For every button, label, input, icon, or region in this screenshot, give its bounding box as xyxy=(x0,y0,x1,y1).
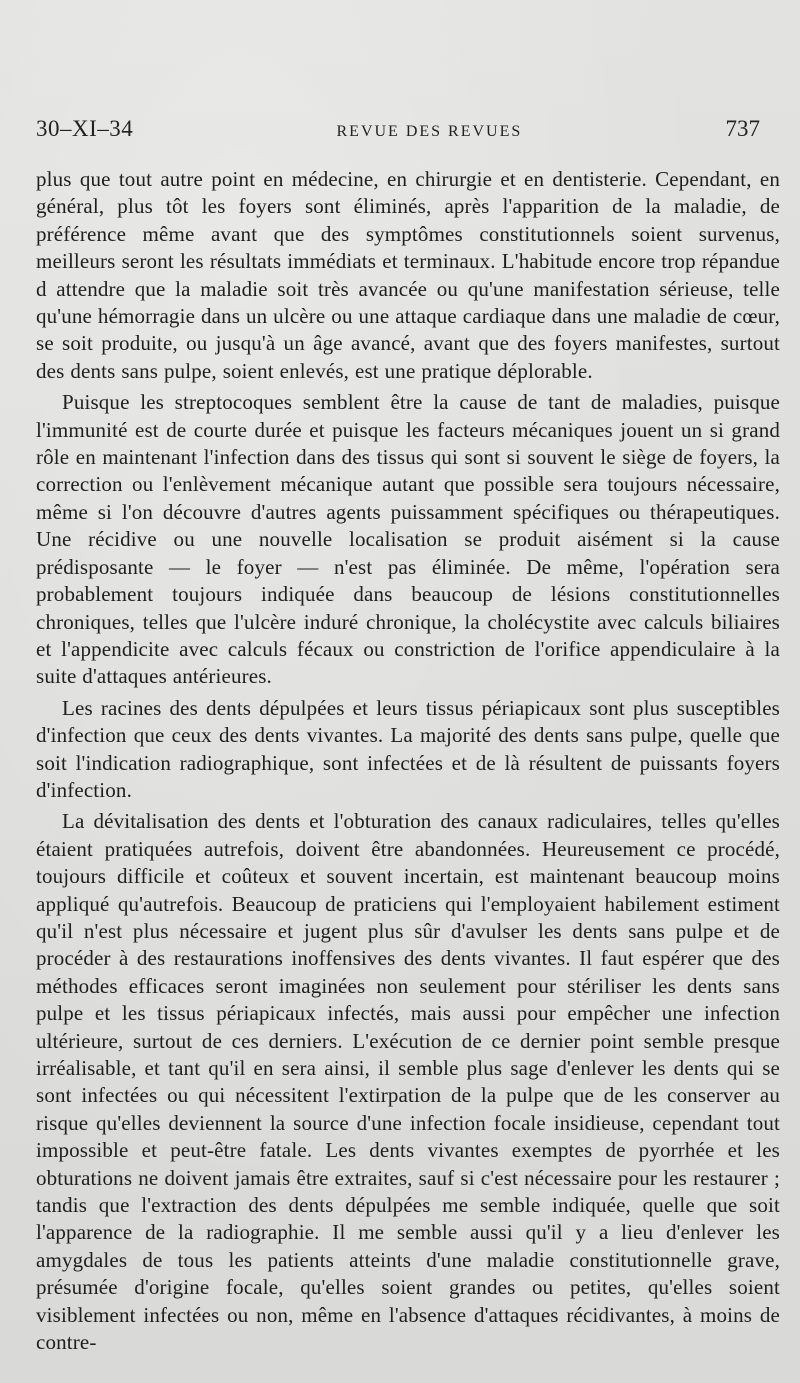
paragraph-3: Les racines des dents dépulpées et leurs tissus périapicaux sont plus susceptibles d'infection que ceux des dents vivantes. La majorité des dents sans pulpe, quelle que soit l'indication radiographique, sont infectées et de là résultent de puissants foyers d'infection. xyxy=(36,695,780,802)
header-journal-title: REVUE DES REVUES xyxy=(336,123,523,140)
paragraph-4: La dévitalisation des dents et l'obturation des canaux radiculaires, telles qu'elles étaient pratiquées autrefois, doivent être abandonnées. Heureusement ce procédé, toujours difficile et coûteux et souvent incertain, est maintenant beaucoup moins appliqué qu'autrefois. Beaucoup de praticiens qui l'employaient habilement estiment qu'il n'est plus nécessaire et jugent plus sûr d'avulser les dents sans pulpe et de procéder à des restaurations inoffensives des dents vivantes. Il faut espérer que des méthodes efficaces seront imaginées non seulement pour stériliser les dents sans pulpe et les tissus périapicaux infectés, mais aussi pour empêcher une infection ultérieure, surtout de ces derniers. L'exécution de ce dernier point semble presque irréalisable, et tant qu'il en sera ainsi, il semble plus sage d'enlever les dents qui se sont infectées ou qui nécessitent l'extirpation de la pulpe que de les conserver au risque qu'elles deviennent la source d'une infection focale insidieuse, cependant tout impossible et peut-être fatale. Les dents vivantes exemptes de pyorrhée et les obturations ne doivent jamais être extraites, sauf si c'est nécessaire pour les restaurer ; tandis que l'extraction des dents dépulpées me semble indiquée, quelle que soit l'apparence de la radiographie. Il me semble aussi qu'il y a lieu d'enlever les amygdales de tous les patients atteints d'une maladie constitutionnelle grave, présumée d'origine focale, qu'elles soient grandes ou petites, qu'elles soient visiblement infectées ou non, même en l'absence d'attaques récidivantes, à moins de contre- xyxy=(36,809,780,1355)
paragraph-2: Puisque les streptocoques semblent être la cause de tant de maladies, puisque l'immunité est de courte durée et puisque les facteurs mécaniques jouent un si grand rôle en maintenant l'infection dans des tissus qui sont si souvent le siège de foyers, la correction ou l'enlèvement mécanique autant que possible sera toujours nécessaire, même si l'on découvre d'autres agents puissamment spécifiques ou thérapeutiques. Une récidive ou une nouvelle localisation se produit aisément si la cause prédisposante — le foyer — n'est pas éliminée. De même, l'opération sera probablement toujours indiquée dans beaucoup de lésions constitutionnelles chroniques, telles que l'ulcère induré chronique, la cholécystite avec calculs biliaires et l'appendicite avec calculs fécaux ou constriction de l'orifice appendiculaire à la suite d'attaques antérieures. xyxy=(36,390,780,689)
page-number: 737 xyxy=(725,116,760,141)
running-head xyxy=(36,116,760,146)
header-date: 30–XI–34 xyxy=(36,116,134,141)
paragraph-1: plus que tout autre point en médecine, en chirurgie et en dentisterie. Cependant, en général, plus tôt les foyers sont éliminés, après l'apparition de la maladie, de préférence même avant que des symptômes constitutionnels soient survenus, meilleurs seront les résultats immédiats et terminaux. L'habitude encore trop répandue d attendre que la maladie soit très avancée ou qu'une manifestation sérieuse, telle qu'une hémorragie dans un ulcère ou une attaque cardiaque dans une maladie de cœur, se soit produite, ou jusqu'à un âge avancé, avant que des foyers manifestes, surtout des dents sans pulpe, soient enlevés, est une pratique déplorable. xyxy=(36,167,780,383)
body-text xyxy=(36,166,780,1360)
